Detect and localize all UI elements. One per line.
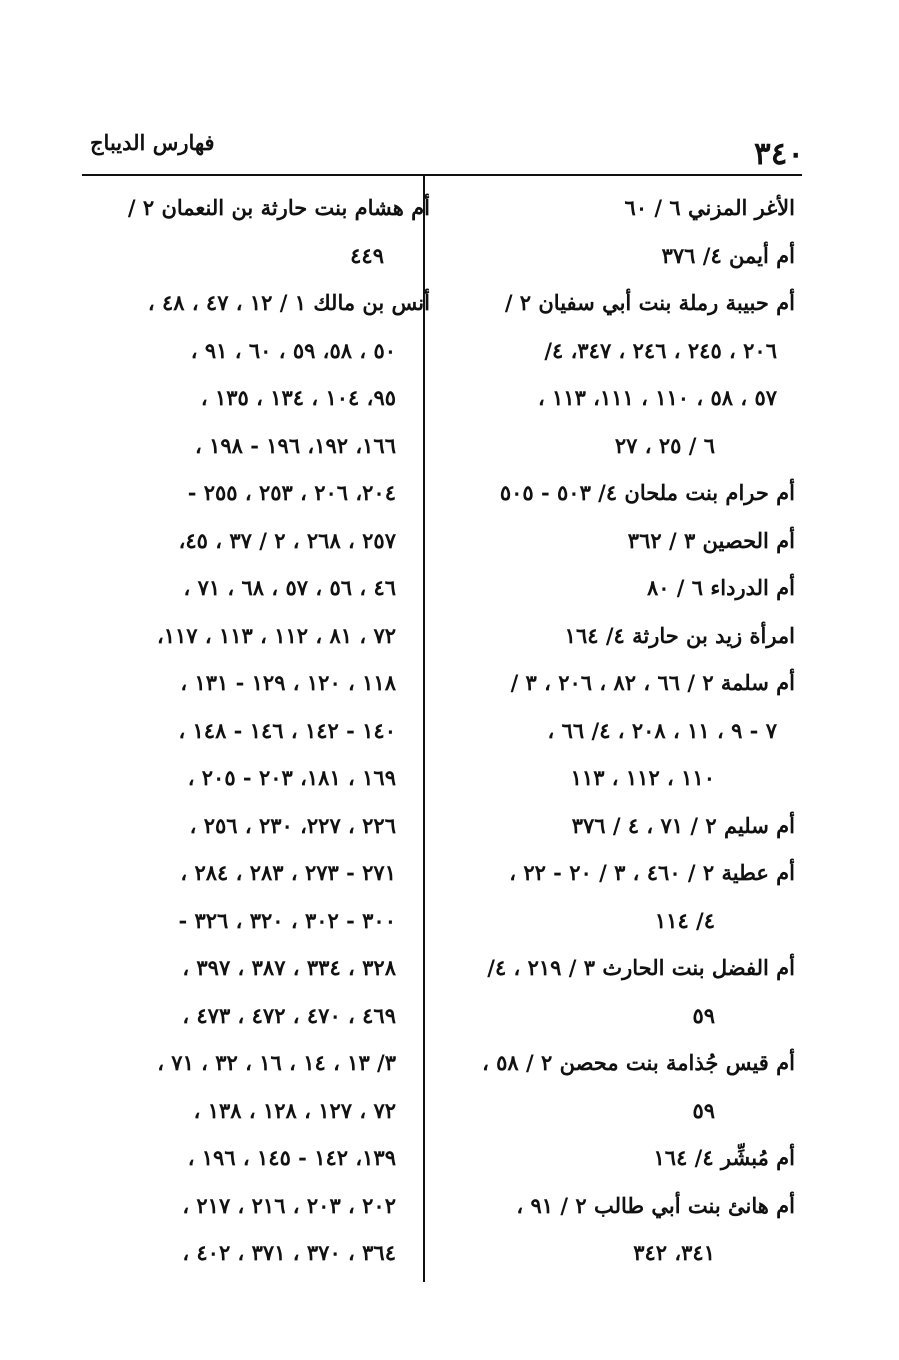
index-entry-heading: أم عطية ٢ / ٤٦٠ ، ٣ / ٢٠ - ٢٢ ، <box>509 860 795 885</box>
index-entry-heading: أم سلمة ٢ / ٦٦ ، ٨٢ ، ٢٠٦ ، ٣ / <box>510 670 795 695</box>
running-head: فهارس الديباج <box>90 130 215 155</box>
index-entry-continuation: ١٣٩، ١٤٢ - ١٤٥ ، ١٩٦ ، <box>187 1145 396 1170</box>
index-entry-heading: امرأة زيد بن حارثة ٤/ ١٦٤ <box>564 622 795 648</box>
index-entry-heading: أم هانئ بنت أبي طالب ٢ / ٩١ ، <box>516 1192 795 1218</box>
index-entry-heading: أم الفضل بنت الحارث ٣ / ٢١٩ ، ٤/ <box>487 955 795 980</box>
index-entry-continuation: ١٦٩ ، ١٨١، ٢٠٣ - ٢٠٥ ، <box>187 765 396 790</box>
index-entry-heading: أنس بن مالك ١ / ١٢ ، ٤٧ ، ٤٨ ، <box>147 290 430 315</box>
index-entry-continuation: ١٤٠ - ١٤٢ ، ١٤٦ - ١٤٨ ، <box>178 717 396 743</box>
index-entry-continuation: ٥٩ <box>692 1097 715 1123</box>
index-entry-heading: أم مُبشِّر ٤/ ١٦٤ <box>653 1145 795 1170</box>
index-entry-heading: أم حرام بنت ملحان ٤/ ٥٠٣ - ٥٠٥ <box>499 480 795 505</box>
index-entry-continuation: ٣٦٤ ، ٣٧٠ ، ٣٧١ ، ٤٠٢ ، <box>182 1240 396 1265</box>
index-entry-heading: أم هشام بنت حارثة بن النعمان ٢ / <box>127 195 430 220</box>
index-entry-continuation: ١١٠ ، ١١٢ ، ١١٣ <box>570 765 715 790</box>
index-entry-continuation: ٥٩ <box>692 1002 715 1028</box>
index-entry-continuation: ٣٢٨ ، ٣٣٤ ، ٣٨٧ ، ٣٩٧ ، <box>182 955 396 980</box>
index-entry-continuation: ٧٢ ، ١٢٧ ، ١٢٨ ، ١٣٨ ، <box>193 1097 396 1123</box>
index-entry-continuation: ٤/ ١١٤ <box>654 907 715 933</box>
index-entry-continuation: ٧٢ ، ٨١ ، ١١٢ ، ١١٣ ، ١١٧، <box>156 622 396 648</box>
index-entry-continuation: ٣٤١، ٣٤٢ <box>633 1240 715 1265</box>
index-entry-continuation: ٩٥، ١٠٤ ، ١٣٤ ، ١٣٥ ، <box>200 385 396 410</box>
index-entry-continuation: ٢٢٦ ، ٢٢٧، ٢٣٠ ، ٢٥٦ ، <box>189 812 396 838</box>
page-number: ٣٤٠ <box>754 136 804 172</box>
index-entry-continuation: ٧ - ٩ ، ١١ ، ٢٠٨ ، ٤/ ٦٦ ، <box>547 717 777 743</box>
index-entry-continuation: ٢٠٢ ، ٢٠٣ ، ٢١٦ ، ٢١٧ ، <box>182 1192 396 1218</box>
index-entry-heading: أم سليم ٢ / ٧١ ، ٤ / ٣٧٦ <box>571 812 795 838</box>
index-entry-continuation: ٥٠ ، ٥٨، ٥٩ ، ٦٠ ، ٩١ ، <box>190 337 396 363</box>
index-entry-heading: أم قيس جُذامة بنت محصن ٢ / ٥٨ ، <box>482 1050 795 1075</box>
header-rule <box>82 174 802 176</box>
index-entry-continuation: ٢٠٦ ، ٢٤٥ ، ٢٤٦ ، ٣٤٧، ٤/ <box>544 337 777 363</box>
index-entry-heading: أم حبيبة رملة بنت أبي سفيان ٢ / <box>504 290 795 315</box>
index-entry-continuation: ٢٧١ - ٢٧٣ ، ٢٨٣ ، ٢٨٤ ، <box>180 860 396 885</box>
index-entry-continuation: ١١٨ ، ١٢٠ ، ١٢٩ - ١٣١ ، <box>180 670 396 695</box>
index-entry-continuation: ٤٦ ، ٥٦ ، ٥٧ ، ٦٨ ، ٧١ ، <box>183 575 396 600</box>
index-entry-heading: أم الحصين ٣ / ٣٦٢ <box>627 527 795 553</box>
index-entry-heading: الأغر المزني ٦ / ٦٠ <box>624 195 795 220</box>
index-entry-continuation: ٤٦٩ ، ٤٧٠ ، ٤٧٢ ، ٤٧٣ ، <box>182 1002 396 1028</box>
index-entry-continuation: ٢٠٤، ٢٠٦ ، ٢٥٣ ، ٢٥٥ - <box>187 480 396 505</box>
index-entry-continuation: ٥٧ ، ٥٨ ، ١١٠ ، ١١١، ١١٣ ، <box>537 385 777 410</box>
index-column-left <box>80 184 430 1277</box>
index-entry-continuation: ٣/ ١٣ ، ١٤ ، ١٦ ، ٣٢ ، ٧١ ، <box>157 1050 396 1075</box>
index-entry-continuation: ٢٥٧ ، ٢٦٨ ، ٢ / ٣٧ ، ٤٥، <box>178 527 396 553</box>
index-entry-continuation: ٤٤٩ <box>350 242 384 268</box>
index-entry-continuation: ٦ / ٢٥ ، ٢٧ <box>614 432 715 458</box>
index-entry-continuation: ٣٠٠ - ٣٠٢ ، ٣٢٠ ، ٣٢٦ - <box>178 907 396 933</box>
index-entry-continuation: ١٦٦، ١٩٢، ١٩٦ - ١٩٨ ، <box>195 432 396 458</box>
index-column-right <box>440 184 795 1277</box>
index-entry-heading: أم أيمن ٤/ ٣٧٦ <box>661 242 795 268</box>
index-entry-heading: أم الدرداء ٦ / ٨٠ <box>646 575 795 600</box>
